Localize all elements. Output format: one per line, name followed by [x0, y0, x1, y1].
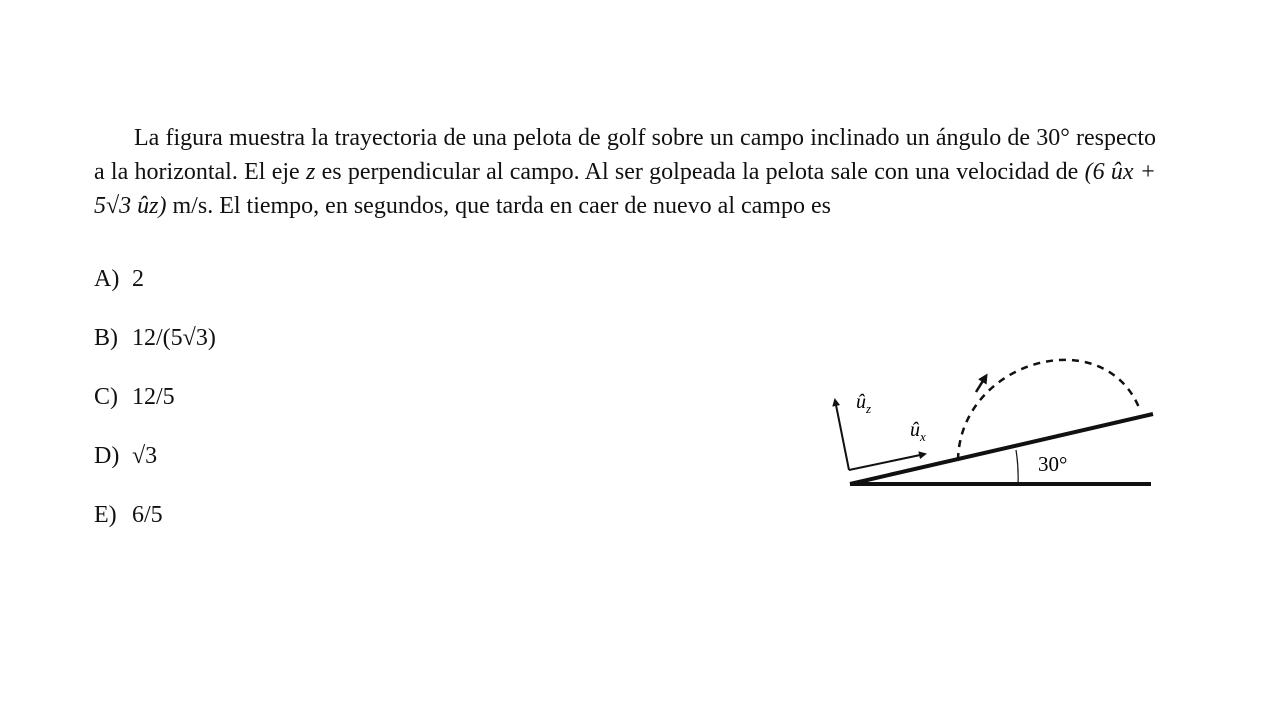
problem-text-part-2: es perpendicular al campo. Al ser golpeada la pelota sale con una velocidad de: [315, 159, 1085, 185]
option-value: √3: [132, 443, 158, 469]
axis-variable: z: [305, 159, 316, 185]
option-value: 12/(5√3): [132, 325, 216, 351]
answer-options: [94, 266, 216, 561]
option-c[interactable]: [94, 384, 216, 443]
option-letter: A): [94, 266, 120, 292]
problem-text-part-3: m/s. El tiempo, en segundos, que tarda en caer de nuevo al campo es: [166, 193, 831, 219]
option-value: 6/5: [132, 502, 163, 528]
option-b[interactable]: [94, 325, 216, 384]
option-value: 12/5: [132, 384, 175, 410]
incline-field: [850, 414, 1153, 484]
problem-statement: [94, 121, 1156, 223]
angle-arc: [1016, 450, 1018, 484]
option-a[interactable]: [94, 266, 216, 325]
angle-label: 30°: [1038, 452, 1068, 476]
incline-diagram: [820, 330, 1170, 505]
incline-figure: [820, 330, 1170, 510]
trajectory-path: [958, 360, 1140, 460]
option-letter: B): [94, 325, 118, 351]
ux-label: $û_x$: [910, 419, 926, 444]
uz-label: $û_z$: [856, 391, 872, 416]
uz-axis-arrow: [835, 400, 849, 470]
option-letter: C): [94, 384, 118, 410]
option-letter: D): [94, 443, 120, 469]
problem-text-part-1: La figura muestra la trayectoria de una pelota de golf sobre un campo inclinado un ángulo de 30° respecto a la horizontal. El eje: [94, 125, 1156, 185]
option-d[interactable]: [94, 443, 216, 502]
option-letter: E): [94, 502, 117, 528]
velocity-expression: (6 ûx + 5√3 ûz): [94, 159, 1156, 219]
trajectory-direction-arrow: [976, 376, 986, 392]
option-value: 2: [132, 266, 144, 292]
option-e[interactable]: [94, 502, 216, 561]
